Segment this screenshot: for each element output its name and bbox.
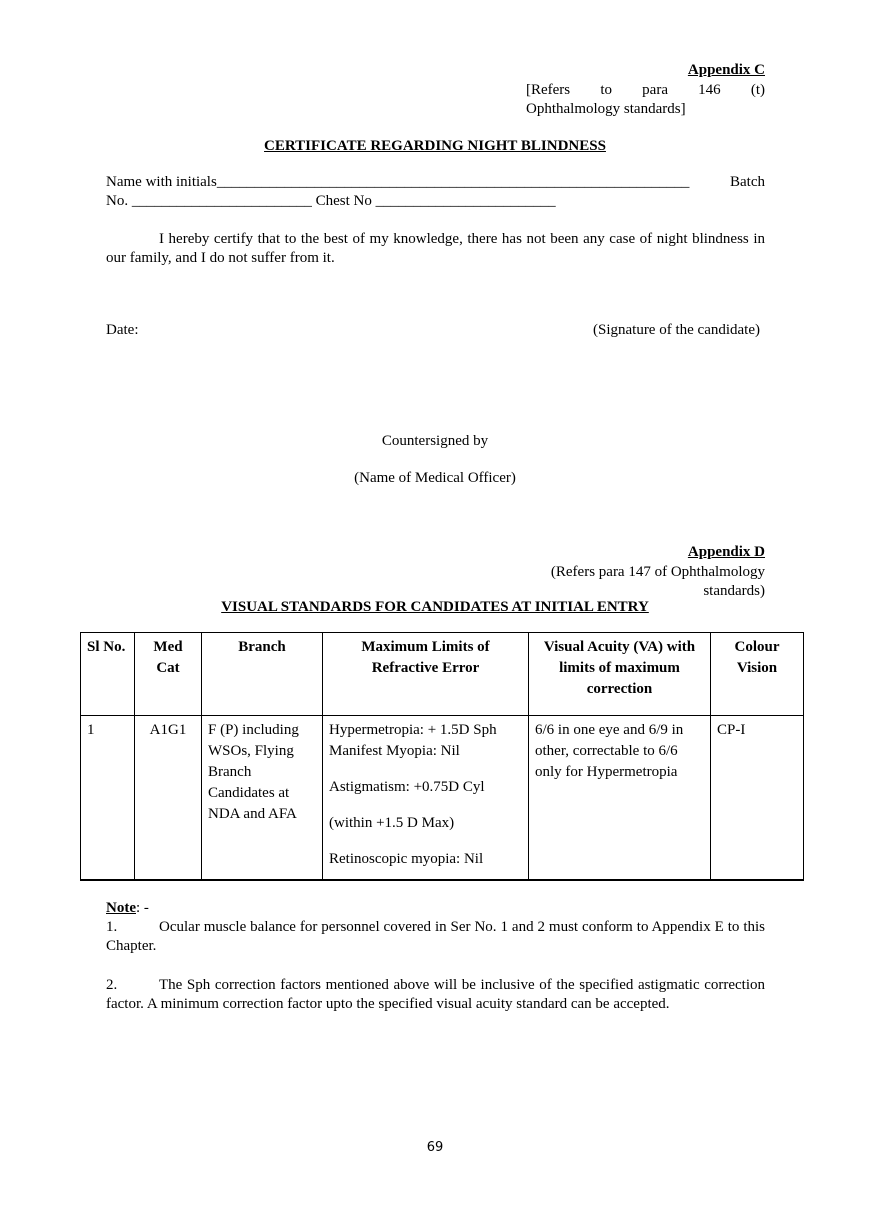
note-text: The Sph correction factors mentioned above will be inclusive of the specified astigmatic correction factor. A minimum correction factor upto the specified visual acuity standard can be accepted. [106,977,765,1012]
refractive-line: Retinoscopic myopia: Nil [329,851,484,867]
batch-chest-field[interactable]: No. ________________________ Chest No ________________________ [106,193,556,209]
note-heading-label: Note [106,900,136,916]
name-field[interactable]: Name with initials_______________________________________________________________ [106,174,690,190]
header-med-cat: Med Cat [135,633,202,716]
refractive-line: Hypermetropia: + 1.5D Sph [329,722,497,738]
visual-standards-title: VISUAL STANDARDS FOR CANDIDATES AT INITIAL ENTRY [221,599,649,615]
table-header-row [81,633,804,716]
cell-visual-acuity: 6/6 in one eye and 6/9 in other, correctable to 6/6 only for Hypermetropia [529,716,711,881]
cell-colour-vision: CP-I [711,716,804,881]
signature-label: (Signature of the candidate) [592,322,760,338]
declaration-text: I hereby certify that to the best of my knowledge, there has not been any case of night blindness in our family, and I do not suffer from it. [106,231,765,266]
ref-line-2: Ophthalmology standards] [526,101,686,117]
cell-med-cat: A1G1 [135,716,202,881]
ref-word: [Refers [526,82,571,98]
note-number: 2. [106,977,118,993]
medical-officer-label: (Name of Medical Officer) [354,470,516,486]
ref-word: (t) [750,82,765,98]
cell-sl-no: 1 [81,716,135,881]
header-visual-acuity: Visual Acuity (VA) with limits of maximum correction [529,633,711,716]
visual-standards-table [80,632,804,881]
note-item [106,976,765,1014]
appendix-d-title: Appendix D [687,544,765,560]
appendix-d-reference: (Refers para 147 of Ophthalmology standards) [550,564,765,599]
refractive-line: Astigmatism: +0.75D Cyl [329,779,485,795]
ref-word: to [600,82,612,98]
date-label: Date: [106,322,139,338]
page-number: 69 [426,1140,444,1155]
cell-refractive-error [323,716,529,881]
header-refractive-error: Maximum Limits of Refractive Error [323,633,529,716]
note-heading [106,900,149,917]
ref-word: para [642,82,668,98]
countersigned-label: Countersigned by [381,433,489,449]
appendix-c-title: Appendix C [687,62,765,78]
table-row [81,716,804,881]
refractive-line: (within +1.5 D Max) [329,815,455,831]
batch-label: Batch [730,174,765,190]
cell-branch: F (P) including WSOs, Flying Branch Candidates at NDA and AFA [202,716,323,881]
certificate-title: CERTIFICATE REGARDING NIGHT BLINDNESS [264,138,606,154]
header-branch: Branch [202,633,323,716]
note-item [106,918,765,956]
header-sl-no: Sl No. [81,633,135,716]
note-number: 1. [106,919,118,935]
note-heading-suffix: : - [136,900,149,916]
name-field-row [106,174,765,191]
refractive-line: Manifest Myopia: Nil [329,743,460,759]
note-text: Ocular muscle balance for personnel covered in Ser No. 1 and 2 must conform to Appendix E to this Chapter. [106,919,765,954]
ref-word: 146 [698,82,721,98]
header-colour-vision: Colour Vision [711,633,804,716]
appendix-c-reference [526,81,765,119]
